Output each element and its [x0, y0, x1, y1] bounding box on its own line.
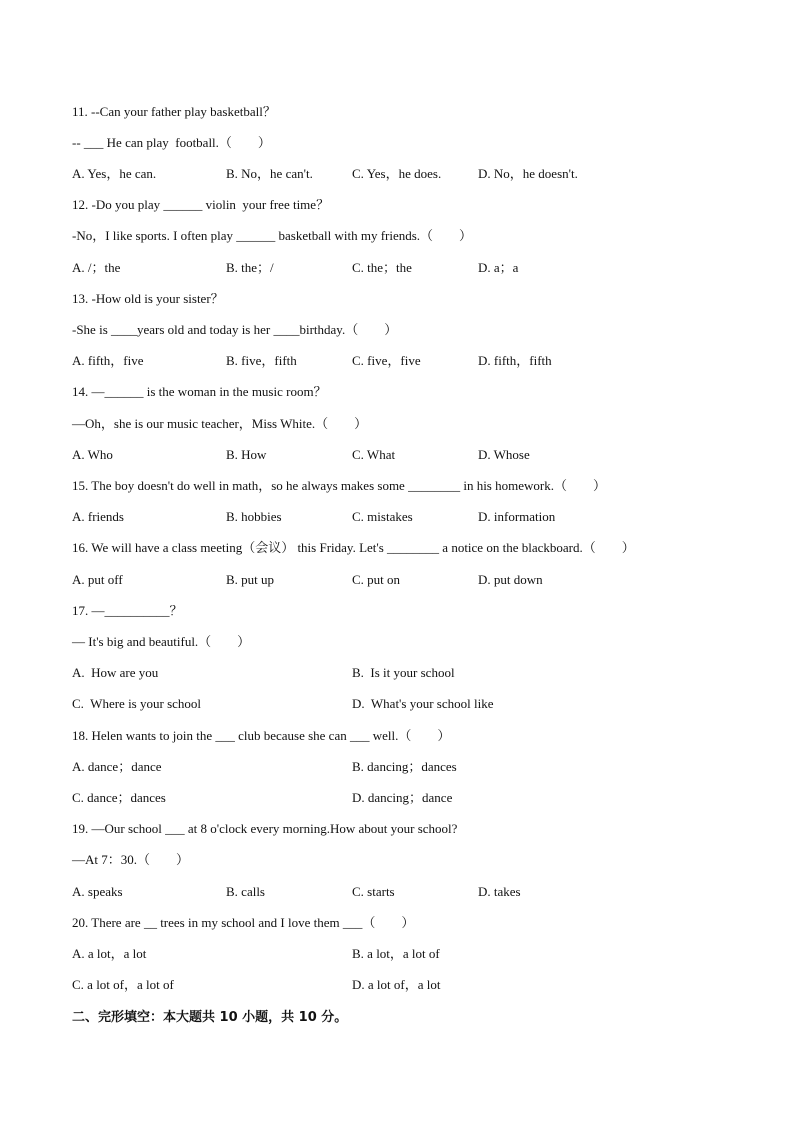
question-15-option-c: C. mistakes	[352, 509, 413, 524]
question-13-option-b: B. five，fifth	[226, 353, 297, 368]
question-15-option-a: A. friends	[72, 509, 124, 524]
question-20-option-a: A. a lot，a lot	[72, 946, 147, 961]
question-13-option-d: D. fifth，fifth	[478, 353, 552, 368]
question-14-option-b: B. How	[226, 447, 267, 462]
question-17-option-a: A. How are you	[72, 665, 159, 680]
question-15-stem: 15. The boy doesn't do well in math，so he always makes some ________ in his homework.（ ）	[72, 478, 606, 493]
question-16-option-c: C. put on	[352, 572, 401, 587]
question-13-line2: -She is ____years old and today is her ____birthday.（ ）	[72, 322, 398, 337]
question-14-stem: 14. —______ is the woman in the music room？	[72, 384, 327, 399]
question-16-stem: 16. We will have a class meeting（会议） this Friday. Let's ________ a notice on the blackboard.（ ）	[72, 540, 635, 555]
question-19-line2: —At 7：30.（ ）	[72, 852, 190, 867]
question-20-option-b: B. a lot，a lot of	[352, 946, 440, 961]
question-11-option-d: D. No，he doesn't.	[478, 166, 578, 181]
question-14-option-c: C. What	[352, 447, 396, 462]
question-11-stem: 11. --Can your father play basketball？	[72, 104, 276, 119]
question-12-stem: 12. -Do you play ______ violin your free time？	[72, 197, 330, 212]
question-20-option-c: C. a lot of，a lot of	[72, 977, 174, 992]
question-17-stem: 17. —__________？	[72, 603, 183, 618]
question-18-option-a: A. dance；dance	[72, 759, 162, 774]
question-18-option-d: D. dancing；dance	[352, 790, 453, 805]
question-17-option-c: C. Where is your school	[72, 696, 202, 711]
question-15-option-d: D. information	[478, 509, 556, 524]
question-18-option-b: B. dancing；dances	[352, 759, 457, 774]
question-18-stem: 18. Helen wants to join the ___ club because she can ___ well.（ ）	[72, 728, 451, 743]
question-12-option-a: A. /；the	[72, 260, 121, 275]
question-13-option-c: C. five，five	[352, 353, 421, 368]
question-12-option-d: D. a；a	[478, 260, 519, 275]
question-19-option-b: B. calls	[226, 884, 265, 899]
question-13-option-a: A. fifth，five	[72, 353, 144, 368]
question-17-option-b: B. Is it your school	[352, 665, 455, 680]
question-20-stem: 20. There are __ trees in my school and I love them ___（ ）	[72, 915, 415, 930]
section-heading: 二、完形填空：本大题共 10 小题，共 10 分。	[72, 1010, 348, 1025]
question-13-stem: 13. -How old is your sister？	[72, 291, 224, 306]
question-17-option-d: D. What's your school like	[352, 696, 494, 711]
question-20-option-d: D. a lot of，a lot	[352, 977, 441, 992]
question-16-option-b: B. put up	[226, 572, 275, 587]
question-12-option-c: C. the；the	[352, 260, 412, 275]
question-15-option-b: B. hobbies	[226, 509, 282, 524]
question-14-option-a: A. Who	[72, 447, 113, 462]
question-17-line2: — It's big and beautiful.（ ）	[72, 634, 251, 649]
question-16-option-d: D. put down	[478, 572, 543, 587]
question-19-option-d: D. takes	[478, 884, 521, 899]
question-16-option-a: A. put off	[72, 572, 123, 587]
question-12-line2: -No，I like sports. I often play ______ basketball with my friends.（ ）	[72, 228, 473, 243]
question-14-line2: —Oh，she is our music teacher，Miss White.（ ）	[72, 416, 368, 431]
question-14-option-d: D. Whose	[478, 447, 530, 462]
question-18-option-c: C. dance；dances	[72, 790, 166, 805]
question-19-option-a: A. speaks	[72, 884, 123, 899]
question-11-line2: -- ___ He can play football.（ ）	[72, 135, 271, 150]
question-11-option-c: C. Yes，he does.	[352, 166, 442, 181]
question-11-option-b: B. No，he can't.	[226, 166, 313, 181]
question-11-option-a: A. Yes，he can.	[72, 166, 157, 181]
question-12-option-b: B. the；/	[226, 260, 274, 275]
question-19-stem: 19. —Our school ___ at 8 o'clock every morning.How about your school?	[72, 821, 458, 836]
question-19-option-c: C. starts	[352, 884, 395, 899]
